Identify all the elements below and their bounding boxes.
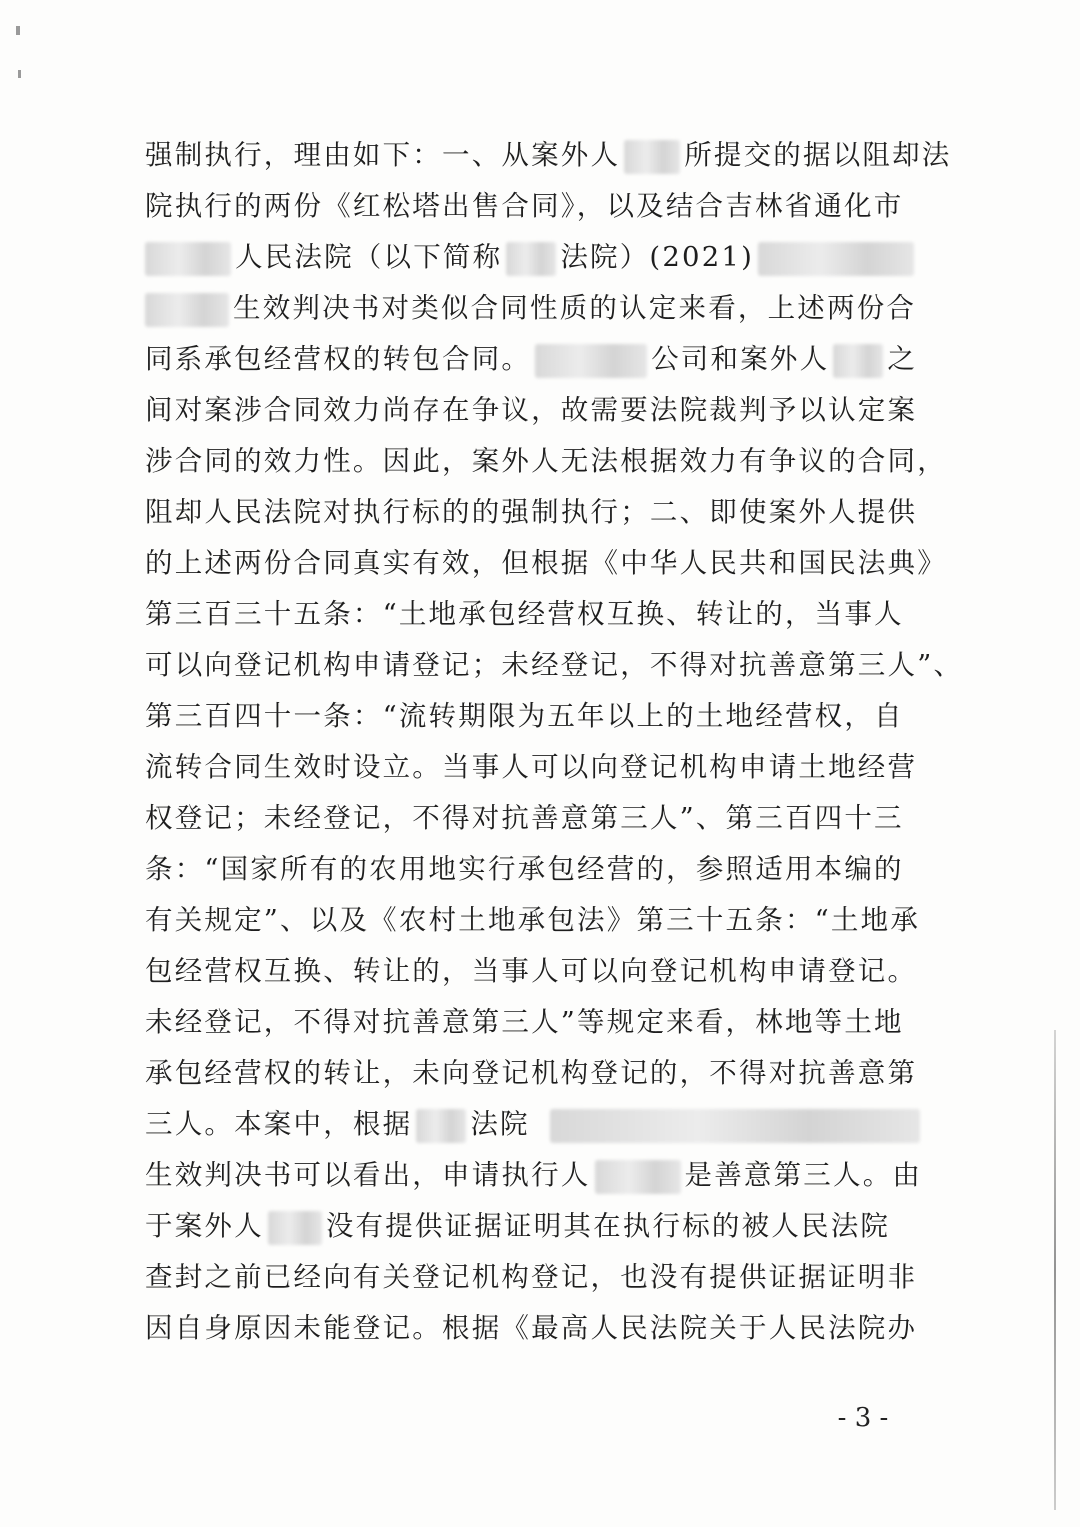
- text-segment: 流转合同生效时设立。当事人可以向登记机构申请土地经营: [145, 751, 918, 783]
- text-line-21: [145, 1149, 923, 1201]
- text-line-7: [145, 435, 947, 487]
- text-line-13: [145, 741, 918, 793]
- text-line-20: [145, 1098, 915, 1150]
- text-line-24: [145, 1302, 918, 1354]
- text-line-17: [145, 945, 918, 997]
- text-line-23: [145, 1251, 918, 1303]
- text-segment: 的上述两份合同真实有效，但根据《中华人民共和国民法典》: [145, 547, 947, 579]
- text-segment: 条：“国家所有的农用地实行承包经营的，参照适用本编的: [145, 853, 904, 885]
- redacted-court-name: [145, 242, 231, 276]
- redacted-name: [595, 1160, 681, 1194]
- scan-edge-shadow: [1054, 1030, 1056, 1510]
- redacted-case-number: [758, 242, 914, 276]
- text-line-18: [145, 996, 915, 1048]
- scan-speck: [16, 26, 20, 35]
- redacted-court-abbrev: [416, 1109, 466, 1143]
- text-segment: 强制执行，理由如下：一、从案外人: [145, 139, 621, 171]
- redacted-name: [833, 344, 883, 378]
- text-segment: 承包经营权的转让，未向登记机构登记的，不得对抗善意第: [145, 1057, 918, 1089]
- scan-speck: [18, 70, 21, 78]
- text-line-1: [145, 129, 952, 181]
- redacted-case-number: [550, 1109, 920, 1143]
- text-segment: 公司和案外人: [651, 343, 830, 375]
- text-line-3: [145, 231, 915, 283]
- text-segment: 院执行的两份《红松塔出售合同》，以及结合吉林省通化市: [145, 190, 904, 222]
- text-segment: 查封之前已经向有关登记机构登记，也没有提供证据证明非: [145, 1261, 918, 1293]
- redacted-case-number: [145, 293, 229, 327]
- text-line-14: [145, 792, 915, 844]
- text-segment: 三人。本案中，根据: [145, 1108, 413, 1140]
- text-segment: 可以向登记机构申请登记；未经登记，不得对抗善意第三人”、: [145, 649, 964, 681]
- text-segment: 所提交的据以阻却法: [684, 139, 952, 171]
- text-segment: 未经登记，不得对抗善意第三人”等规定来看，林地等土地: [145, 1006, 904, 1038]
- text-segment: 人民法院（以下简称: [235, 241, 503, 273]
- text-segment: 法院: [470, 1108, 530, 1140]
- page-number: - 3 -: [837, 1403, 889, 1433]
- text-line-9: [145, 537, 947, 589]
- text-line-2: [145, 180, 915, 232]
- text-segment: 法院）(2021): [560, 241, 755, 273]
- redacted-name: [624, 140, 680, 174]
- text-line-12: [145, 690, 915, 742]
- text-segment: 第三百四十一条：“流转期限为五年以上的土地经营权，自: [145, 700, 904, 732]
- text-segment: 包经营权互换、转让的，当事人可以向登记机构申请登记。: [145, 955, 918, 987]
- text-segment: 于案外人: [145, 1210, 264, 1242]
- text-segment: 生效判决书对类似合同性质的认定来看，上述两份合: [233, 292, 917, 324]
- text-segment: 是善意第三人。由: [684, 1159, 923, 1191]
- text-segment: 生效判决书可以看出，申请执行人: [145, 1159, 591, 1191]
- text-segment: 因自身原因未能登记。根据《最高人民法院关于人民法院办: [145, 1312, 918, 1344]
- text-segment: 第三百三十五条：“土地承包经营权互换、转让的，当事人: [145, 598, 904, 630]
- text-segment: 同系承包经营权的转包合同。: [145, 343, 532, 375]
- text-line-6: [145, 384, 918, 436]
- text-segment: 间对案涉合同效力尚存在争议，故需要法院裁判予以认定案: [145, 394, 918, 426]
- text-line-16: [145, 894, 921, 946]
- text-segment: 权登记；未经登记，不得对抗善意第三人”、第三百四十三: [145, 802, 904, 834]
- redacted-name: [268, 1211, 322, 1245]
- text-line-10: [145, 588, 915, 640]
- text-line-22: [145, 1200, 915, 1252]
- text-segment: 没有提供证据证明其在执行标的被人民法院: [325, 1210, 891, 1242]
- text-line-15: [145, 843, 915, 895]
- text-line-8: [145, 486, 918, 538]
- text-line-4: [145, 282, 915, 334]
- text-segment: 有关规定”、以及《农村土地承包法》第三十五条：“土地承: [145, 904, 921, 936]
- text-segment: 之: [887, 343, 918, 375]
- text-line-19: [145, 1047, 918, 1099]
- redacted-court-abbrev: [506, 242, 556, 276]
- text-line-5: [145, 333, 918, 385]
- text-segment: 阻却人民法院对执行标的的强制执行；二、即使案外人提供: [145, 496, 918, 528]
- text-line-11: [145, 639, 964, 691]
- text-segment: 涉合同的效力性。因此，案外人无法根据效力有争议的合同，: [145, 445, 947, 477]
- redacted-company-name: [535, 344, 647, 378]
